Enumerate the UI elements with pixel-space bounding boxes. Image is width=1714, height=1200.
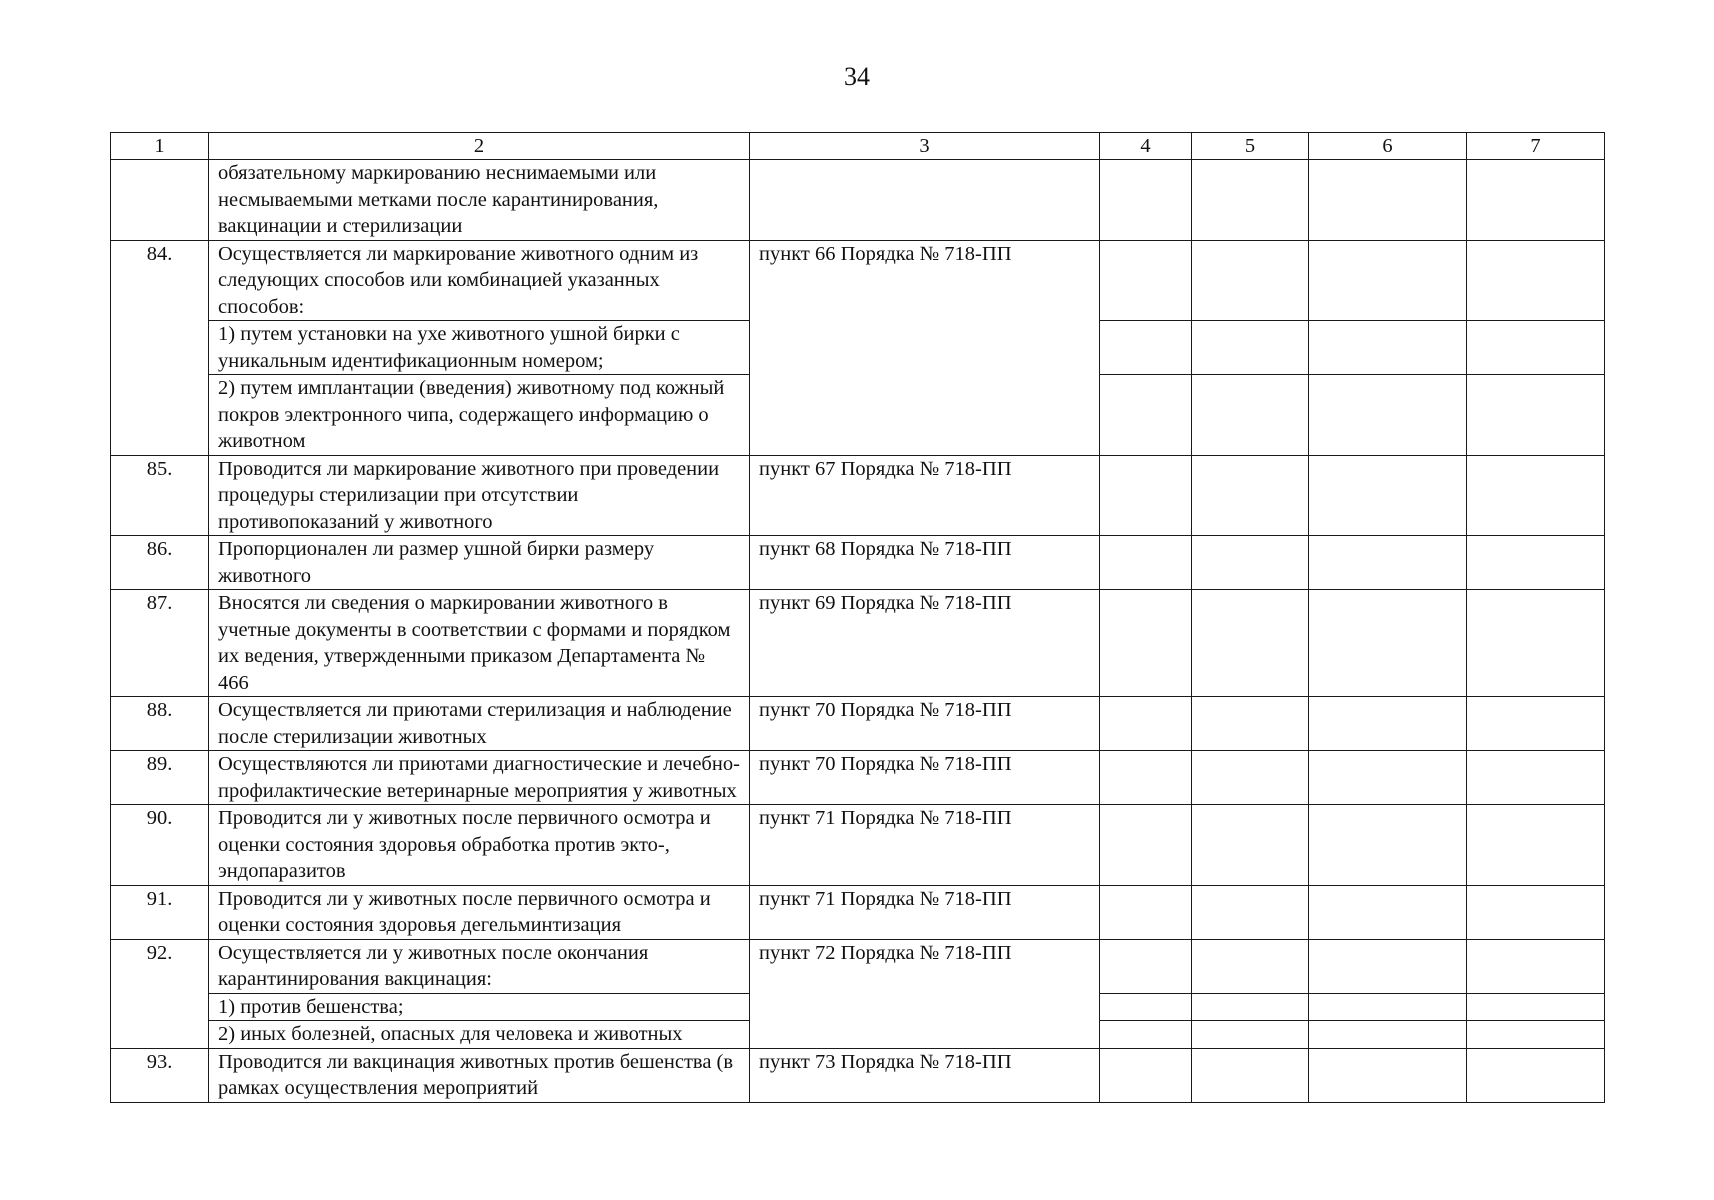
answer-cell — [1192, 536, 1309, 590]
answer-cell — [1467, 697, 1605, 751]
table-row — [111, 885, 1605, 939]
answer-cell — [1467, 536, 1605, 590]
table-row — [111, 240, 1605, 321]
legal-reference: пункт 68 Порядка № 718-ПП — [750, 536, 1100, 590]
row-number: 89. — [111, 751, 209, 805]
legal-reference: пункт 71 Порядка № 718-ПП — [750, 885, 1100, 939]
answer-cell — [1192, 1048, 1309, 1102]
answer-cell — [1309, 375, 1467, 456]
page-number: 34 — [844, 62, 870, 91]
table-row — [111, 805, 1605, 886]
answer-cell — [1100, 160, 1192, 241]
answer-cell — [1467, 375, 1605, 456]
answer-cell — [1309, 939, 1467, 993]
answer-cell — [1100, 939, 1192, 993]
table-row — [111, 160, 1605, 241]
answer-cell — [1467, 993, 1605, 1021]
table-row — [111, 1048, 1605, 1102]
table-row — [111, 751, 1605, 805]
header-cell: 4 — [1100, 133, 1192, 160]
header-row — [111, 133, 1605, 160]
question-text: Проводится ли маркирование животного при проведении процедуры стерилизации при отсутствии противопоказаний у животного — [209, 455, 750, 536]
table-row — [111, 697, 1605, 751]
answer-cell — [1192, 590, 1309, 697]
answer-cell — [1100, 375, 1192, 456]
row-number: 84. — [111, 240, 209, 455]
answer-cell — [1467, 1048, 1605, 1102]
question-text: обязательному маркированию неснимаемыми или несмываемыми метками после карантинирования, вакцинации и стерилизации — [209, 160, 750, 241]
question-text: Проводится ли у животных после первичного осмотра и оценки состояния здоровья дегельминтизация — [209, 885, 750, 939]
answer-cell — [1309, 321, 1467, 375]
answer-cell — [1192, 939, 1309, 993]
answer-cell — [1309, 1021, 1467, 1049]
header-cell: 7 — [1467, 133, 1605, 160]
question-text: Осуществляется ли маркирование животного одним из следующих способов или комбинацией указанных способов: — [209, 240, 750, 321]
answer-cell — [1100, 321, 1192, 375]
answer-cell — [1309, 885, 1467, 939]
answer-cell — [1309, 160, 1467, 241]
answer-cell — [1309, 455, 1467, 536]
legal-reference: пункт 66 Порядка № 718-ПП — [750, 240, 1100, 455]
legal-reference: пункт 70 Порядка № 718-ПП — [750, 751, 1100, 805]
row-number: 85. — [111, 455, 209, 536]
header-cell: 3 — [750, 133, 1100, 160]
answer-cell — [1192, 993, 1309, 1021]
row-number: 92. — [111, 939, 209, 1048]
row-number — [111, 160, 209, 241]
answer-cell — [1192, 805, 1309, 886]
answer-cell — [1309, 751, 1467, 805]
row-number: 86. — [111, 536, 209, 590]
answer-cell — [1309, 993, 1467, 1021]
sub-question-text: 2) путем имплантации (введения) животному под кожный покров электронного чипа, содержащего информацию о животном — [209, 375, 750, 456]
answer-cell — [1467, 885, 1605, 939]
answer-cell — [1100, 590, 1192, 697]
answer-cell — [1467, 455, 1605, 536]
question-text: Осуществляется ли приютами стерилизация и наблюдение после стерилизации животных — [209, 697, 750, 751]
answer-cell — [1467, 240, 1605, 321]
answer-cell — [1467, 1021, 1605, 1049]
header-cell: 6 — [1309, 133, 1467, 160]
legal-reference: пункт 67 Порядка № 718-ПП — [750, 455, 1100, 536]
answer-cell — [1467, 590, 1605, 697]
answer-cell — [1192, 885, 1309, 939]
answer-cell — [1309, 1048, 1467, 1102]
row-number: 91. — [111, 885, 209, 939]
answer-cell — [1467, 321, 1605, 375]
table-row — [111, 590, 1605, 697]
table-row — [111, 939, 1605, 993]
table-row — [111, 455, 1605, 536]
legal-reference: пункт 70 Порядка № 718-ПП — [750, 697, 1100, 751]
legal-reference: пункт 72 Порядка № 718-ПП — [750, 939, 1100, 1048]
answer-cell — [1309, 697, 1467, 751]
answer-cell — [1100, 1021, 1192, 1049]
answer-cell — [1467, 805, 1605, 886]
legal-reference — [750, 160, 1100, 241]
answer-cell — [1467, 939, 1605, 993]
answer-cell — [1100, 240, 1192, 321]
legal-reference: пункт 69 Порядка № 718-ПП — [750, 590, 1100, 697]
table-row — [111, 536, 1605, 590]
answer-cell — [1192, 321, 1309, 375]
answer-cell — [1100, 993, 1192, 1021]
answer-cell — [1309, 805, 1467, 886]
sub-question-text: 1) путем установки на ухе животного ушной бирки с уникальным идентификационным номером; — [209, 321, 750, 375]
answer-cell — [1100, 536, 1192, 590]
answer-cell — [1192, 455, 1309, 536]
answer-cell — [1309, 590, 1467, 697]
answer-cell — [1467, 160, 1605, 241]
row-number: 93. — [111, 1048, 209, 1102]
answer-cell — [1192, 240, 1309, 321]
answer-cell — [1100, 751, 1192, 805]
header-cell: 1 — [111, 133, 209, 160]
answer-cell — [1100, 697, 1192, 751]
answer-cell — [1100, 885, 1192, 939]
answer-cell — [1467, 751, 1605, 805]
answer-cell — [1309, 240, 1467, 321]
answer-cell — [1100, 455, 1192, 536]
question-text: Вносятся ли сведения о маркировании животного в учетные документы в соответствии с формами и порядком их ведения, утвержденными приказом Департамента № 466 — [209, 590, 750, 697]
sub-question-text: 1) против бешенства; — [209, 993, 750, 1021]
header-cell: 2 — [209, 133, 750, 160]
sub-question-text: 2) иных болезней, опасных для человека и животных — [209, 1021, 750, 1049]
answer-cell — [1309, 536, 1467, 590]
question-text: Пропорционален ли размер ушной бирки размеру животного — [209, 536, 750, 590]
answer-cell — [1100, 1048, 1192, 1102]
row-number: 87. — [111, 590, 209, 697]
legal-reference: пункт 73 Порядка № 718-ПП — [750, 1048, 1100, 1102]
row-number: 90. — [111, 805, 209, 886]
checklist-table — [110, 132, 1605, 1103]
answer-cell — [1100, 805, 1192, 886]
question-text: Осуществляются ли приютами диагностические и лечебно-профилактические ветеринарные мероприятия у животных — [209, 751, 750, 805]
row-number: 88. — [111, 697, 209, 751]
header-cell: 5 — [1192, 133, 1309, 160]
answer-cell — [1192, 375, 1309, 456]
answer-cell — [1192, 751, 1309, 805]
answer-cell — [1192, 1021, 1309, 1049]
question-text: Проводится ли вакцинация животных против бешенства (в рамках осуществления мероприятий — [209, 1048, 750, 1102]
answer-cell — [1192, 697, 1309, 751]
legal-reference: пункт 71 Порядка № 718-ПП — [750, 805, 1100, 886]
question-text: Проводится ли у животных после первичного осмотра и оценки состояния здоровья обработка против экто-, эндопаразитов — [209, 805, 750, 886]
question-text: Осуществляется ли у животных после окончания карантинирования вакцинация: — [209, 939, 750, 993]
answer-cell — [1192, 160, 1309, 241]
